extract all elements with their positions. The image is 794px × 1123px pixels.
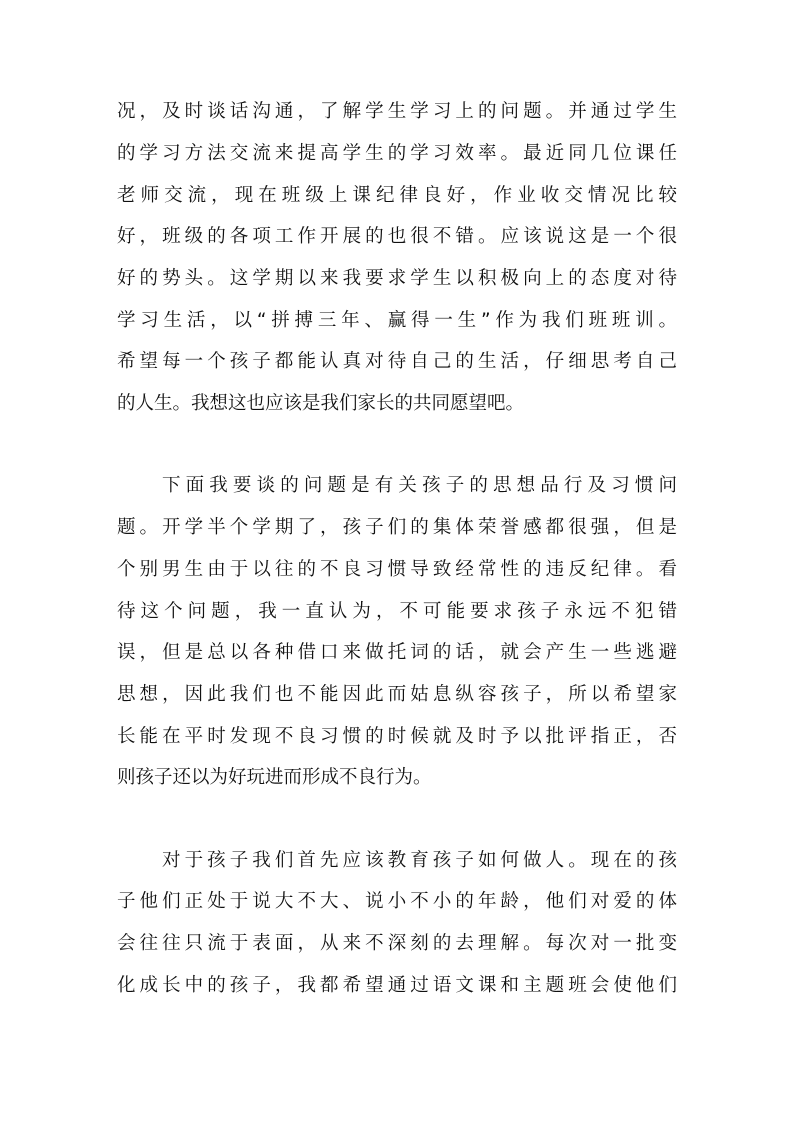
text-line: 则孩子还以为好玩进而形成不良行为。 xyxy=(117,767,432,788)
text-line: 个别男生由于以往的不良习惯导致经常性的违反纪律。看 xyxy=(117,559,677,580)
text-line: 老师交流，现在班级上课纪律良好，作业收交情况比较 xyxy=(117,185,677,206)
text-line: 对于孩子我们首先应该教育孩子如何做人。现在的孩 xyxy=(162,850,677,871)
text-line: 误，但是总以各种借口来做托词的话，就会产生一些逃避 xyxy=(117,642,677,663)
text-line: 下面我要谈的问题是有关孩子的思想品行及习惯问 xyxy=(162,475,677,496)
text-line: 长能在平时发现不良习惯的时候就及时予以批评指正，否 xyxy=(117,726,677,747)
text-line: 化成长中的孩子，我都希望通过语文课和主题班会使他们 xyxy=(117,975,677,996)
text-line: 学习生活，以“拼搏三年、赢得一生”作为我们班班训。 xyxy=(117,310,677,331)
text-line: 好，班级的各项工作开展的也很不错。应该说这是一个很 xyxy=(117,226,677,247)
text-line: 思想，因此我们也不能因此而姑息纵容孩子，所以希望家 xyxy=(117,684,677,705)
text-line: 的人生。我想这也应该是我们家长的共同愿望吧。 xyxy=(117,393,525,414)
text-line: 况，及时谈话沟通，了解学生学习上的问题。并通过学生 xyxy=(117,101,677,122)
text-line: 题。开学半个学期了，孩子们的集体荣誉感都很强，但是 xyxy=(117,517,677,538)
text-line: 会往往只流于表面，从来不深刻的去理解。每次对一批变 xyxy=(117,933,677,954)
text-line: 好的势头。这学期以来我要求学生以积极向上的态度对待 xyxy=(117,268,677,289)
text-line: 待这个问题，我一直认为，不可能要求孩子永远不犯错 xyxy=(117,601,677,622)
text-line: 希望每一个孩子都能认真对待自己的生活，仔细思考自己 xyxy=(117,351,677,372)
text-line: 的学习方法交流来提高学生的学习效率。最近同几位课任 xyxy=(117,143,677,164)
text-line: 子他们正处于说大不大、说小不小的年龄，他们对爱的体 xyxy=(117,891,677,912)
